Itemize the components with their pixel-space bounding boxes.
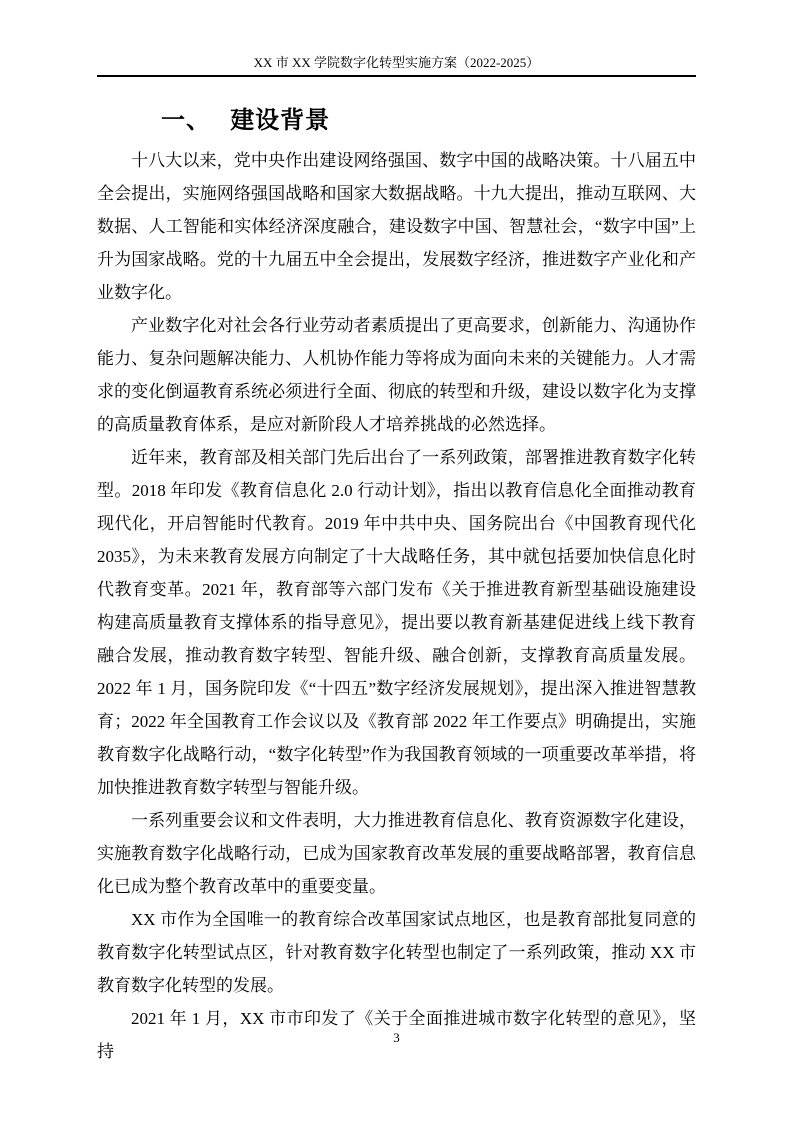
document-header-title: XX 市 XX 学院数字化转型实施方案（2022-2025） bbox=[253, 55, 540, 70]
page-header bbox=[97, 55, 696, 77]
paragraph-6: 2021 年 1 月，XX 市市印发了《关于全面推进城市数字化转型的意见》，坚持 bbox=[97, 1009, 696, 1061]
page-footer bbox=[0, 1030, 793, 1046]
document-body bbox=[97, 144, 696, 1068]
paragraph-4: 一系列重要会议和文件表明，大力推进教育信息化、教育资源数字化建设，实施教育数字化战略行动，已成为国家教育改革发展的重要战略部署，教育信息化已成为整个教育改革中的重要变量。 bbox=[97, 811, 696, 896]
paragraph-1: 十八大以来，党中央作出建设网络强国、数字中国的战略决策。十八届五中全会提出，实施网络强国战略和国家大数据战略。十九大提出，推动互联网、大数据、人工智能和实体经济深度融合，建设数字中国、智慧社会，“数字中国”上升为国家战略。党的十九届五中全会提出，发展数字经济，推进数字产业化和产业数字化。 bbox=[97, 151, 696, 302]
section-heading bbox=[161, 105, 696, 137]
page-number: 3 bbox=[393, 1030, 400, 1045]
paragraph-2: 产业数字化对社会各行业劳动者素质提出了更高要求，创新能力、沟通协作能力、复杂问题解决能力、人机协作能力等将成为面向未来的关键能力。人才需求的变化倒逼教育系统必须进行全面、彻底的转型和升级，建设以数字化为支撑的高质量教育体系，是应对新阶段人才培养挑战的必然选择。 bbox=[97, 316, 696, 434]
section-heading-title: 建设背景 bbox=[230, 107, 331, 134]
paragraph-5: XX 市作为全国唯一的教育综合改革国家试点地区，也是教育部批复同意的教育数字化转型试点区，针对教育数字化转型也制定了一系列政策，推动 XX 市教育数字化转型的发展。 bbox=[97, 910, 696, 995]
paragraph-3: 近年来，教育部及相关部门先后出台了一系列政策，部署推进教育数字化转型。2018 年印发《教育信息化 2.0 行动计划》，指出以教育信息化全面推动教育现代化，开启智能时代教育。2019 年中共中央、国务院出台《中国教育现代化 2035》，为未来教育发展方向制定了十大战略任务，其中就包括要加快信息化时代教育变革。2021 年，教育部等六部门发布《关于推进教育新型基础设施建设构建高质量教育支撑体系的指导意见》，提出要以教育新基建促进线上线下教育融合发展，推动教育数字转型、智能升级、融合创新，支撑教育高质量发展。2022 年 1 月，国务院印发《“十四五”数字经济发展规划》，提出深入推进智慧教育；2022 年全国教育工作会议以及《教育部 2022 年工作要点》明确提出，实施教育数字化战略行动，“数字化转型”作为我国教育领域的一项重要改革举措，将加快推进教育数字转型与智能升级。 bbox=[97, 448, 696, 797]
section-heading-number: 一、 bbox=[161, 107, 211, 134]
